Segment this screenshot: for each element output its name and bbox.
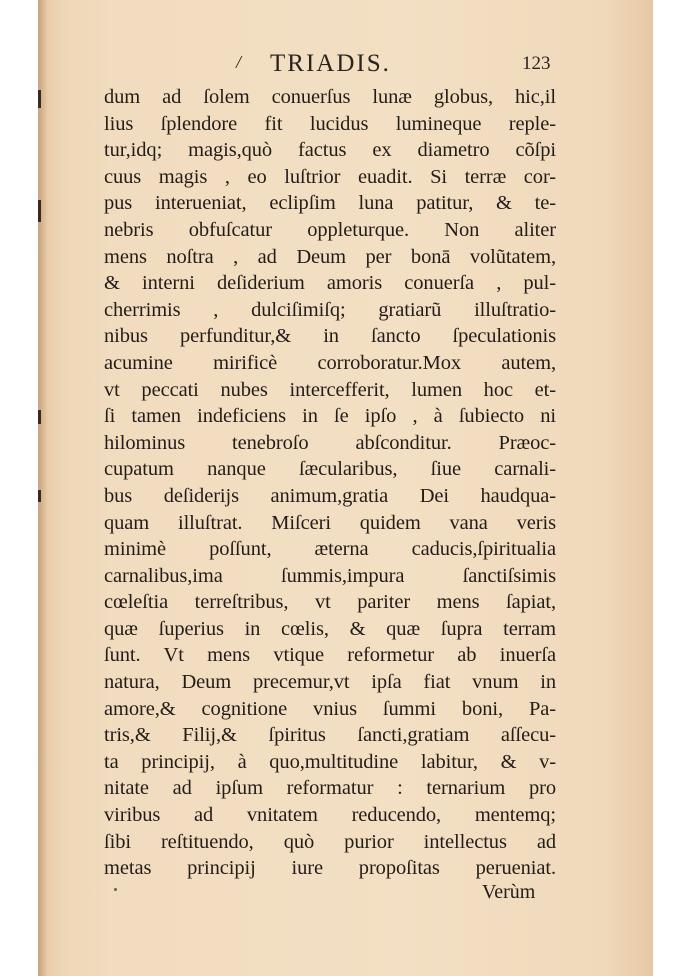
- text-line: quam illuſtrat. Miſceri quidem vana veris: [104, 511, 556, 534]
- text-line: tris,& Filij,& ſpiritus ſancti,gratiam aſſecu-: [104, 724, 556, 747]
- text-line: amore,& cognitione vnius ſummi boni, Pa-: [104, 697, 556, 720]
- text-line: vt peccati nubes intercefferit, lumen hoc et-: [104, 378, 556, 401]
- text-line: metas principij iure propoſitas perueniat.: [104, 857, 556, 880]
- text-line: cupatum nanque ſæcularibus, ſiue carnali-: [104, 458, 556, 481]
- text-line: ta principij, à quo,multitudine labitur, & v-: [104, 750, 556, 773]
- text-line: nebris obfuſcatur oppleturque. Non aliter: [104, 218, 556, 241]
- text-line: ſibi reſtituendo, quò purior intellectus ad: [104, 830, 556, 853]
- text-line: cuus magis , eo luſtrior euadit. Si terræ cor-: [104, 165, 556, 188]
- text-line: cœleſtia terreſtribus, vt pariter mens ſapiat,: [104, 591, 556, 614]
- text-line: ſi tamen indeficiens in ſe ipſo , à ſubiecto ni: [104, 405, 556, 428]
- text-line: pus interueniat, eclipſim luna patitur, & te-: [104, 192, 556, 215]
- page-header: [0, 50, 690, 80]
- text-line: carnalibus,ima ſummis,impura ſanctiſsimis: [104, 564, 556, 587]
- text-line: & interni deſiderium amoris conuerſa , pul-: [104, 272, 556, 295]
- running-title: TRIADIS.: [270, 50, 391, 77]
- text-line: bus deſiderijs animum,gratia Dei haudqua-: [104, 484, 556, 507]
- text-line: acumine mirificè corroboratur.Mox autem,: [104, 351, 556, 374]
- header-mark: /: [236, 52, 242, 72]
- text-line: minimè poſſunt, æterna caducis,ſpiritualia: [104, 538, 556, 561]
- text-line: cherrimis , dulciſimiſq; gratiarũ illuſtratio-: [104, 298, 556, 321]
- text-line: natura, Deum precemur,vt ipſa fiat vnum in: [104, 671, 556, 694]
- text-line: tur,idq; magis,quò factus ex diametro cõſpi: [104, 139, 556, 162]
- text-line: viribus ad vnitatem reducendo, mentemq;: [104, 804, 556, 827]
- text-line: ſunt. Vt mens vtique reformetur ab inuerſa: [104, 644, 556, 667]
- text-line: dum ad ſolem conuerſus lunæ globus, hic,il: [104, 86, 556, 108]
- body-text: [104, 84, 556, 882]
- page-number: 123: [522, 53, 551, 74]
- text-line: quæ ſuperius in cœlis, & quæ ſupra terram: [104, 617, 556, 640]
- text-line: hilominus tenebroſo abſconditur. Præoc-: [104, 431, 556, 454]
- catchword: Verùm: [482, 881, 536, 903]
- ink-speck: [114, 888, 117, 891]
- text-line: lius ſplendore fit lucidus lumineque reple-: [104, 112, 556, 135]
- binding-marks: [38, 80, 44, 880]
- text-line: mens noſtra , ad Deum per bonā volũtatem,: [104, 245, 556, 268]
- text-line: nitate ad ipſum reformatur : ternarium pro: [104, 777, 556, 800]
- text-line: nibus perfunditur,& in ſancto ſpeculationis: [104, 325, 556, 348]
